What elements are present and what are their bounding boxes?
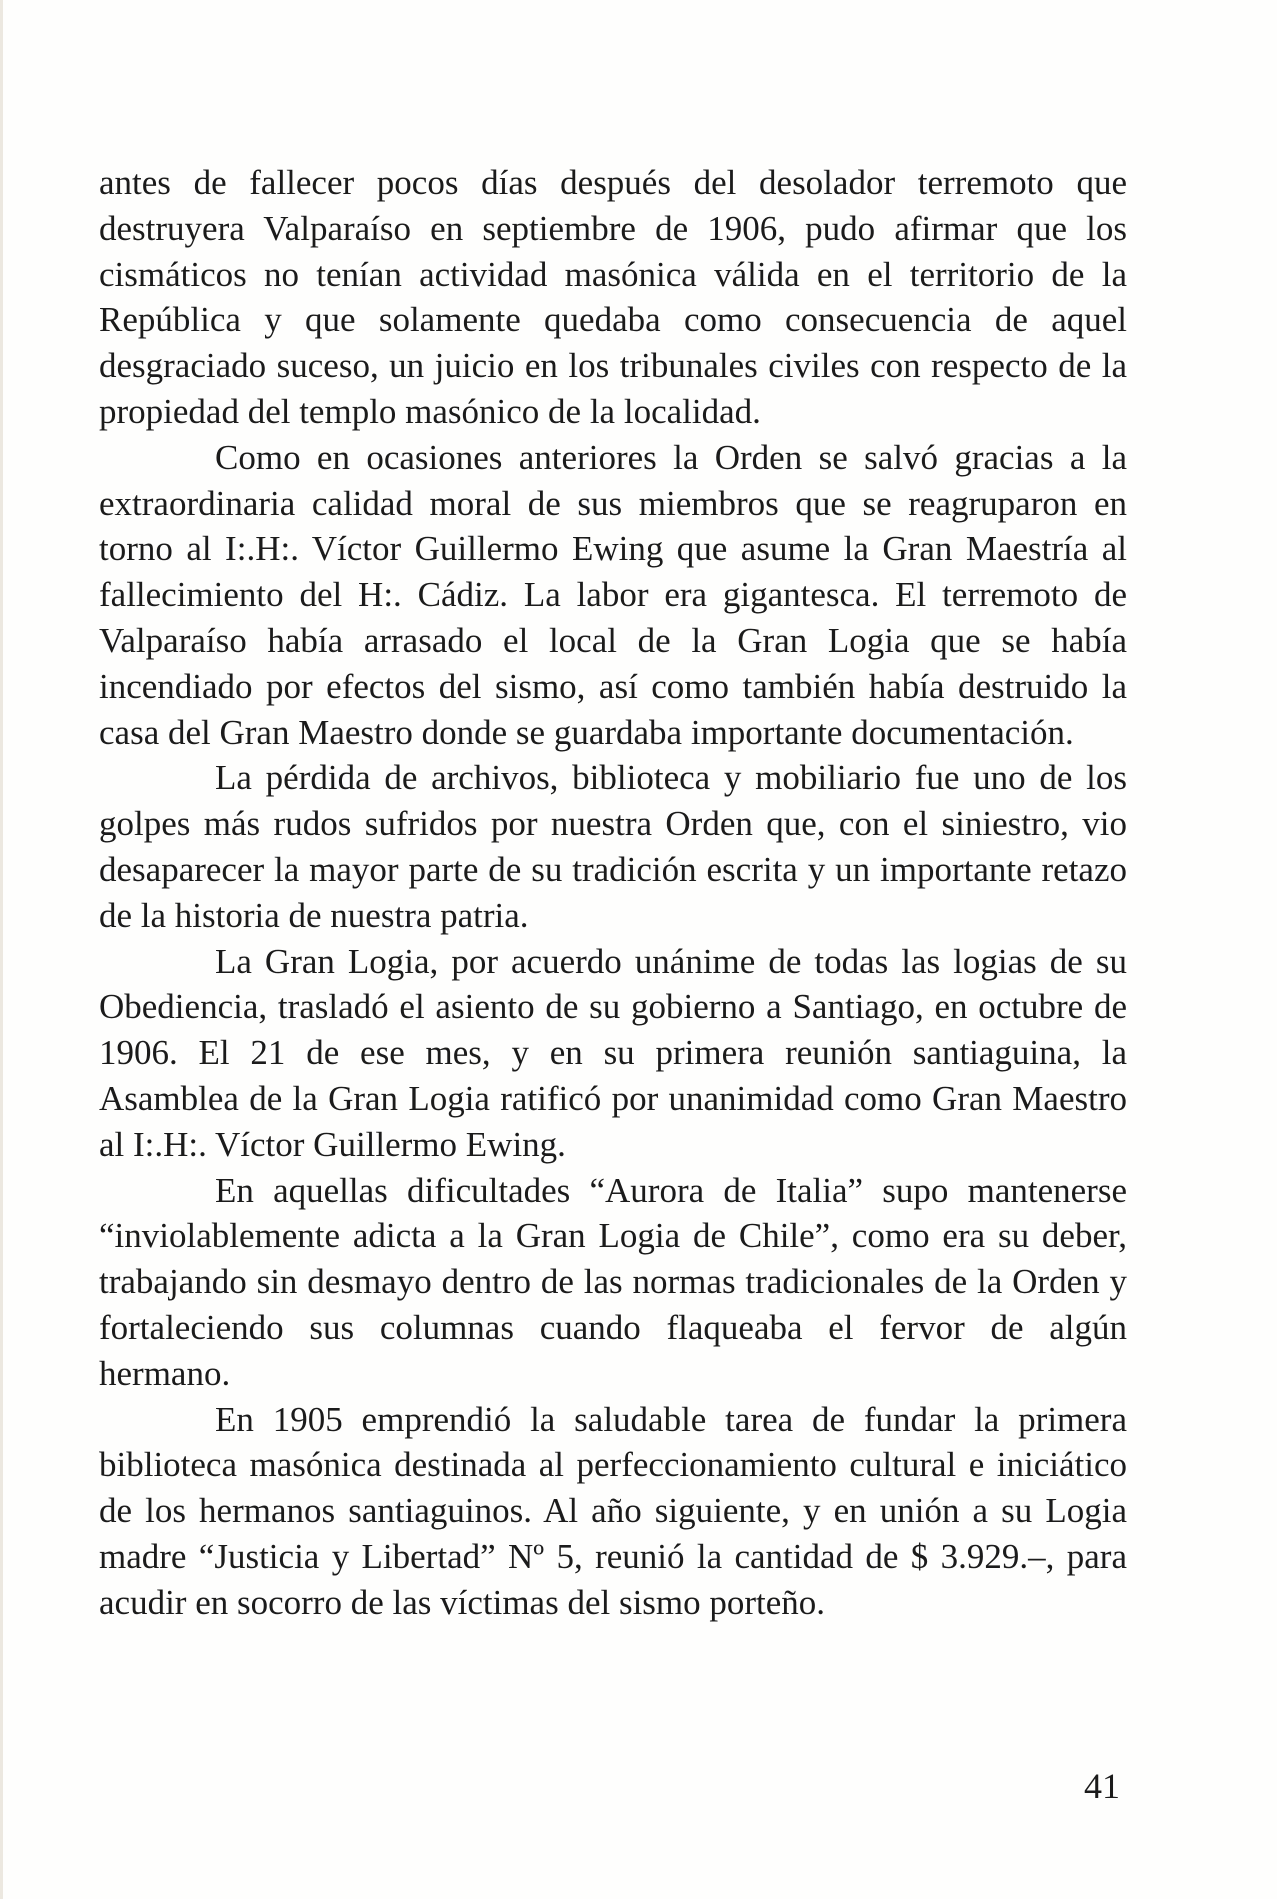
paragraph-1: antes de fallecer pocos días después del desolador terremoto que destruyera Valparaíso en septiembre de 1906, pudo afirmar que los cismáticos no tenían actividad masónica válida en el territorio de la República y que solamente quedaba como consecuencia de aquel desgraciado suceso, un juicio en los tribunales civiles con respecto de la propiedad del templo masónico de la localidad. [99,163,1127,431]
paragraph-5: En aquellas dificultades “Aurora de Italia” supo mantenerse “inviolablemente adicta a la Gran Logia de Chile”, como era su deber, trabajando sin desmayo dentro de las normas tradicionales de la Orden y fortaleciendo sus columnas cuando flaqueaba el fervor de algún hermano. [99,1170,1127,1393]
page-number: 41 [1084,1766,1120,1806]
paragraph-2: Como en ocasiones anteriores la Orden se salvó gracias a la extraordinaria calidad moral de sus miembros que se reagruparon en torno al I:.H:. Víctor Guillermo Ewing que asume la Gran Maestría al fallecimiento del H:. Cádiz. La labor era gigantesca. El terremoto de Valparaíso había arrasado el local de la Gran Logia que se había incendiado por efectos del sismo, así como también había destruido la casa del Gran Maestro donde se guardaba importante documentación. [99,437,1127,752]
body-text [99,160,1127,1626]
paragraph-6: En 1905 emprendió la saludable tarea de fundar la primera biblioteca masónica destinada al perfeccionamiento cultural e iniciático de los hermanos santiaguinos. Al año siguiente, y en unión a su Logia madre “Justicia y Libertad” Nº 5, reunió la cantidad de $ 3.929.–, para acudir en socorro de las víctimas del sismo porteño. [99,1399,1127,1622]
paragraph-3: La pérdida de archivos, biblioteca y mobiliario fue uno de los golpes más rudos sufridos por nuestra Orden que, con el siniestro, vio desaparecer la mayor parte de su tradición escrita y un importante retazo de la historia de nuestra patria. [99,758,1127,935]
paragraph-4: La Gran Logia, por acuerdo unánime de todas las logias de su Obediencia, trasladó el asiento de su gobierno a Santiago, en octubre de 1906. El 21 de ese mes, y en su primera reunión santiaguina, la Asamblea de la Gran Logia ratificó por unanimidad como Gran Maestro al I:.H:. Víctor Guillermo Ewing. [99,941,1127,1164]
